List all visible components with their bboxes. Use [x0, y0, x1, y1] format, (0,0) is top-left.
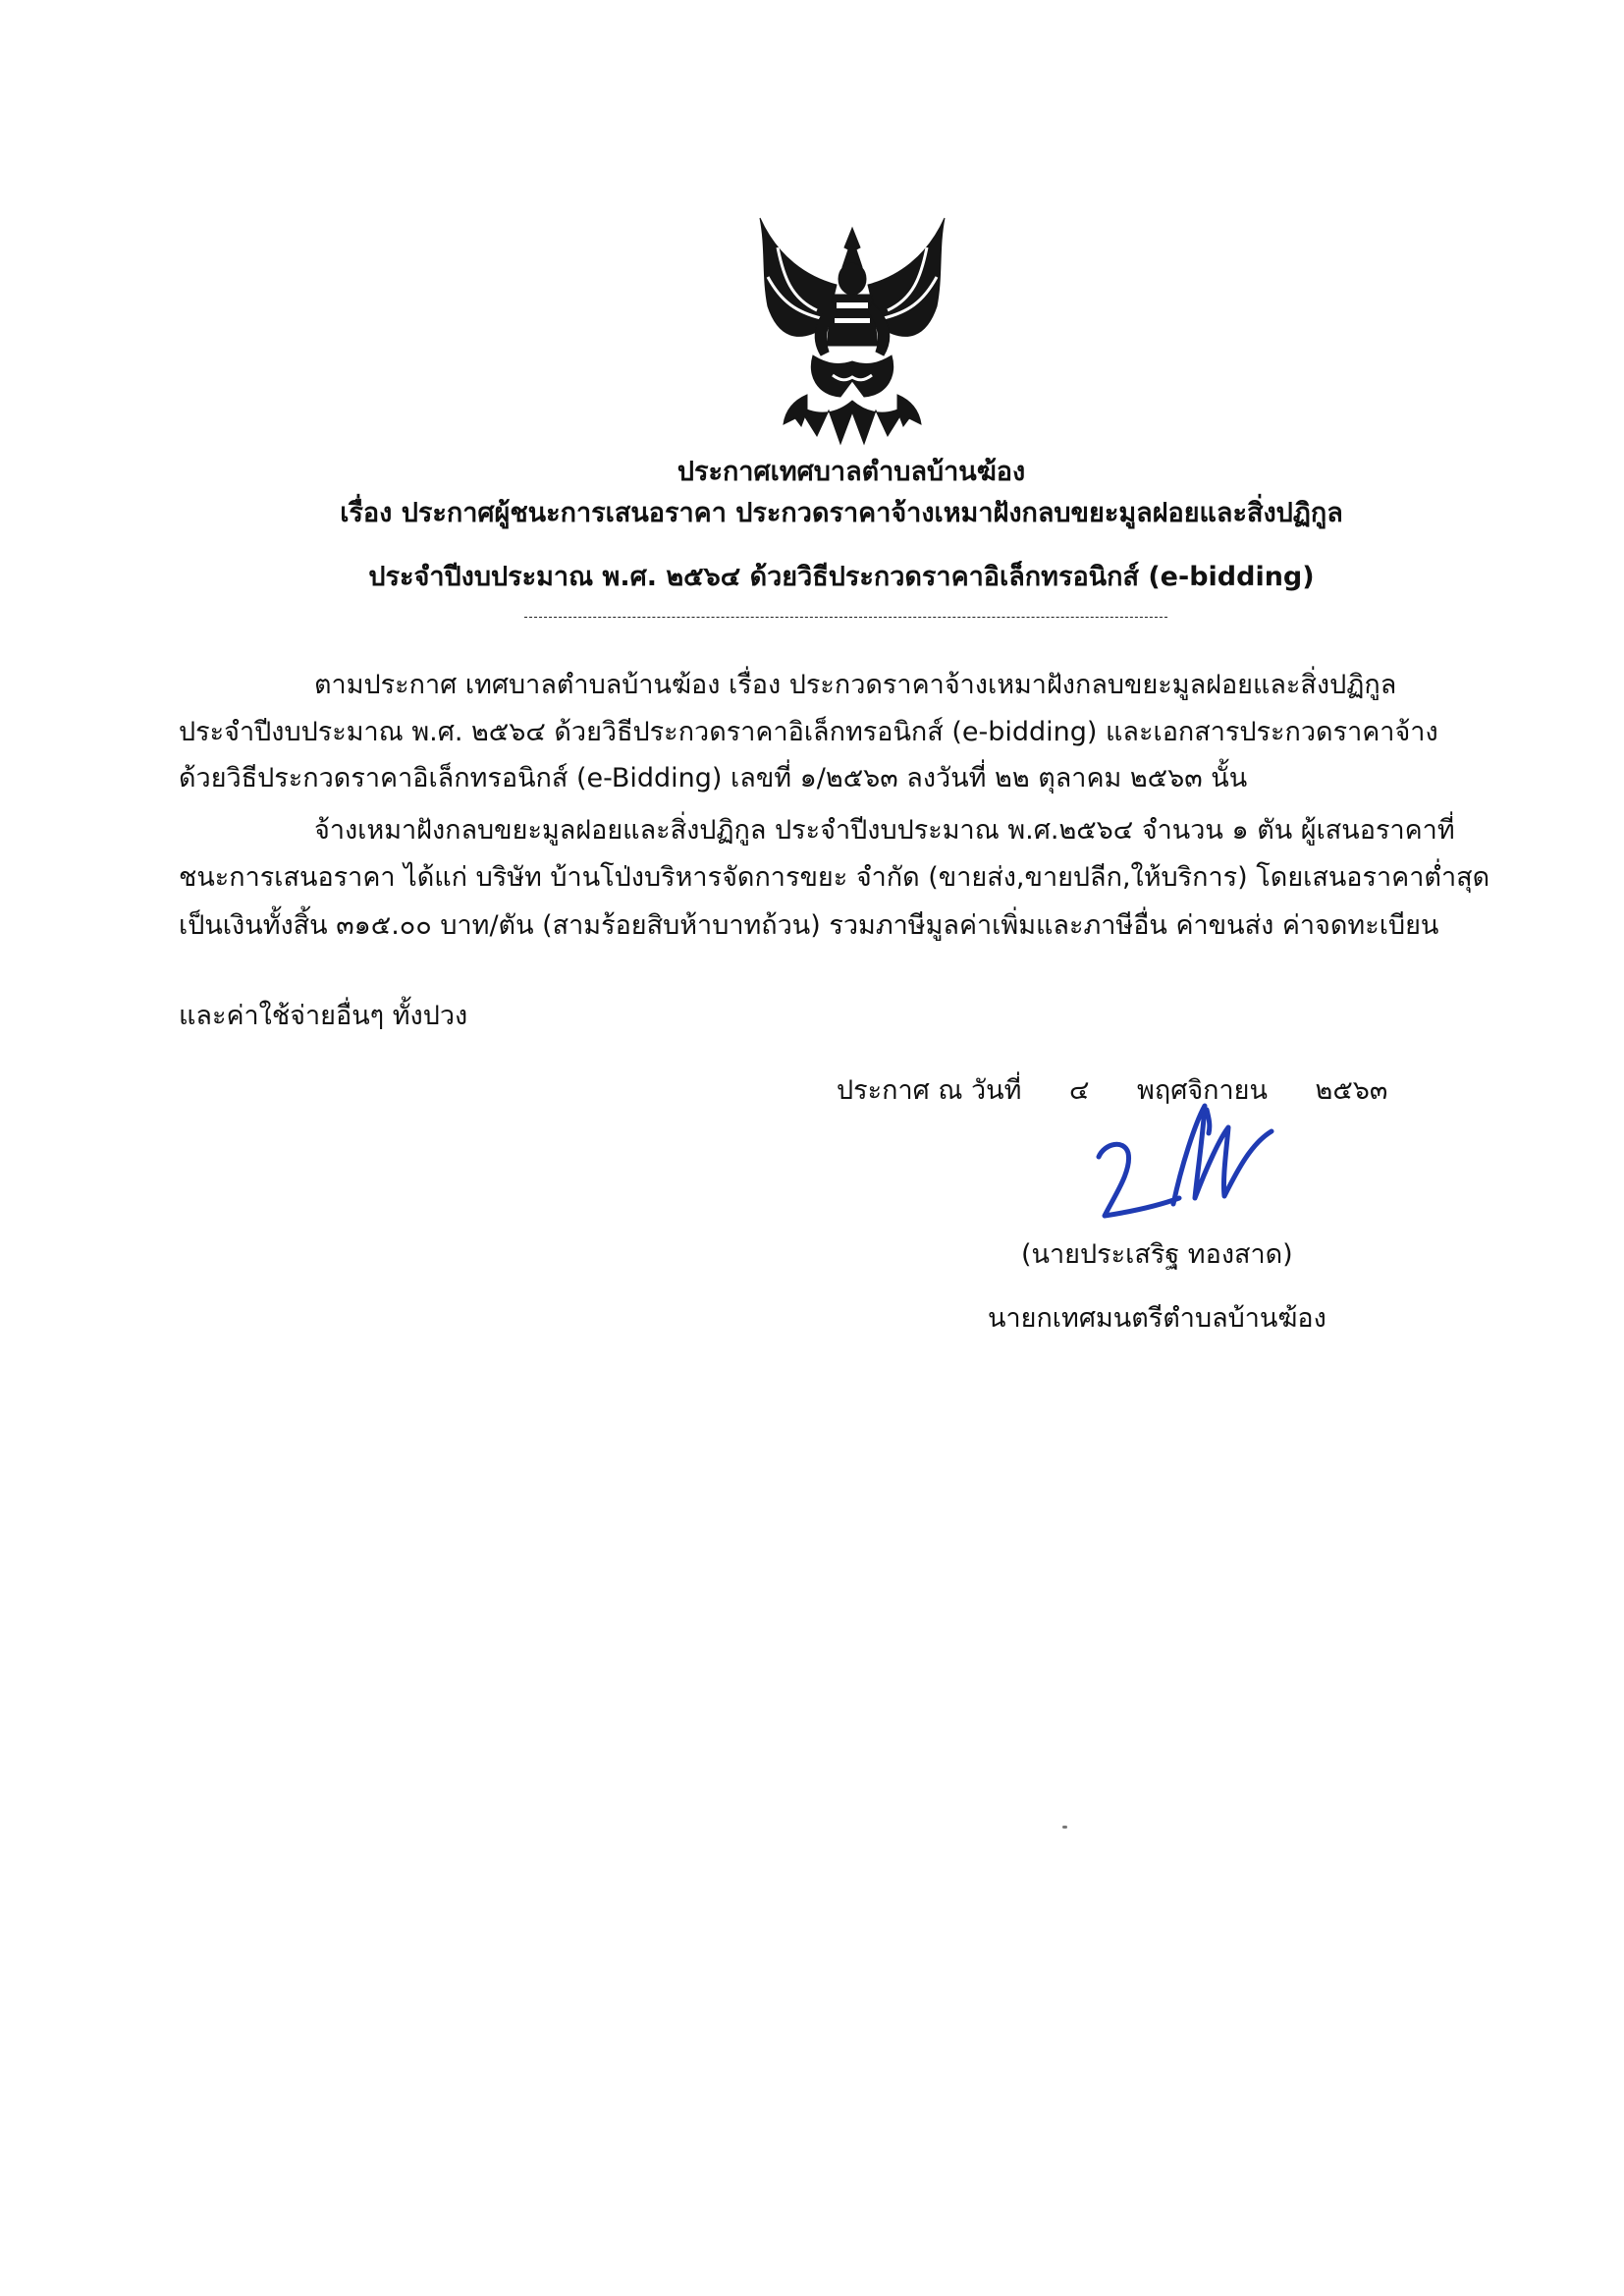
scan-speck [1062, 1826, 1067, 1829]
garuda-emblem-icon [738, 208, 966, 452]
announcement-subject-line2: ประจำปีงบประมาณ พ.ศ. ๒๕๖๔ ด้วยวิธีประกวดราคาอิเล็กทรอนิกส์ (e-bidding) [368, 562, 1315, 592]
paragraph2-line: จ้างเหมาฝังกลบขยะมูลฝอยและสิ่งปฏิกูล ประจำปีงบประมาณ พ.ศ.๒๕๖๔ จำนวน ๑ ตัน ผู้เสนอราคาที่ [314, 815, 1455, 846]
signer-name: (นายประเสริฐ ทองสาด) [1021, 1239, 1293, 1270]
announcement-title: ประกาศเทศบาลตำบลบ้านฆ้อง [677, 457, 1026, 487]
date-prefix: ประกาศ ณ วันที่ [837, 1075, 1022, 1106]
date-day: ๔ [1069, 1075, 1090, 1106]
date-month: พฤศจิกายน [1137, 1075, 1268, 1106]
dashed-divider [524, 617, 1167, 618]
paragraph1-line: ด้วยวิธีประกวดราคาอิเล็กทรอนิกส์ (e-Bidding) เลขที่ ๑/๒๕๖๓ ลงวันที่ ๒๒ ตุลาคม ๒๕๖๓ นั้น [179, 763, 1248, 793]
paragraph2-line: และค่าใช้จ่ายอื่นๆ ทั้งปวง [179, 1001, 468, 1031]
paragraph1-line: ประจำปีงบประมาณ พ.ศ. ๒๕๖๔ ด้วยวิธีประกวดราคาอิเล็กทรอนิกส์ (e-bidding) และเอกสารประกวดราคาจ้าง [179, 717, 1438, 747]
paragraph1-line: ตามประกาศ เทศบาลตำบลบ้านฆ้อง เรื่อง ประกวดราคาจ้างเหมาฝังกลบขยะมูลฝอยและสิ่งปฏิกูล [314, 670, 1397, 700]
paragraph2-line: เป็นเงินทั้งสิ้น ๓๑๕.๐๐ บาท/ตัน (สามร้อยสิบห้าบาทถ้วน) รวมภาษีมูลค่าเพิ่มและภาษีอื่น ค่าขนส่ง ค่าจดทะเบียน [179, 910, 1439, 941]
paragraph2-line: ชนะการเสนอราคา ได้แก่ บริษัท บ้านโป่งบริหารจัดการขยะ จำกัด (ขายส่ง,ขายปลีก,ให้บริการ) โดยเสนอราคาต่ำสุด [179, 862, 1490, 893]
announcement-subject: เรื่อง ประกาศผู้ชนะการเสนอราคา ประกวดราคาจ้างเหมาฝังกลบขยะมูลฝอยและสิ่งปฏิกูล [340, 498, 1343, 528]
date-year: ๒๕๖๓ [1315, 1075, 1388, 1106]
handwritten-signature [1085, 1088, 1321, 1245]
signer-title: นายกเทศมนตรีตำบลบ้านฆ้อง [988, 1303, 1326, 1334]
